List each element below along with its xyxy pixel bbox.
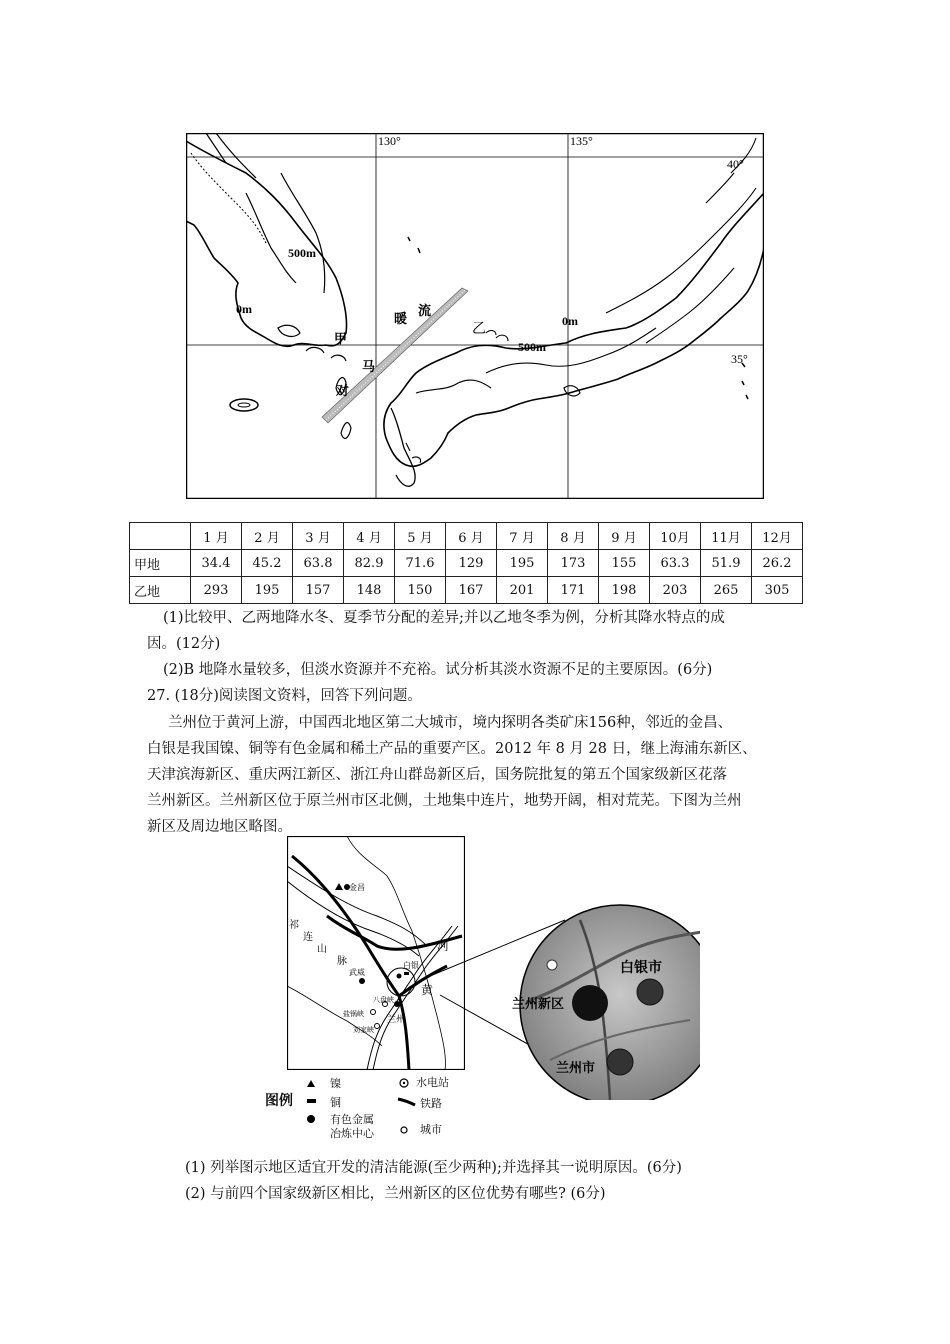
table-cell: 167 [446,577,497,604]
legend-label-nickel: 镍 [330,1077,341,1090]
legend-label-railway: 铁路 [420,1097,442,1110]
circle-dot-icon [371,1010,376,1015]
legend-label-nonferrous: 有色金属 [330,1113,374,1126]
label-dui: 对 [336,383,350,398]
table-cell: 195 [242,577,293,604]
header-month: 2 月 [242,523,293,550]
q27-question1: (1) 列举图示地区适宜开发的清洁能源(至少两种);并选择其一说明原因。(6分) [185,1160,682,1176]
q27-passage-line: 白银是我国镍、铜等有色金属和稀土产品的重要产区。2012 年 8 月 28 日，继上海浦东新区、 [147,741,757,757]
table-cell: 63.8 [293,550,344,577]
q26-part1-line1: (1)比较甲、乙两地降水冬、夏季节分配的差异;并以乙地冬季为例，分析其降水特点的成 [163,610,725,626]
filled-circle-icon [637,979,663,1005]
q26-part1-line2: 因。(12分) [147,636,221,652]
label-he: 河 [437,939,450,953]
header-month: 7 月 [497,523,548,550]
label-lanzhou: 兰州 [387,1014,406,1024]
q27-question2: (2) 与前四个国家级新区相比，兰州新区的区位优势有哪些? (6分) [185,1186,606,1202]
legend-label-copper: 铜 [330,1096,341,1109]
table-cell: 150 [395,577,446,604]
q27-passage-line: 兰州新区。兰州新区位于原兰州市区北侧，土地集中连片，地势开阔，相对荒芜。下图为兰州 [147,793,742,809]
circle-dot-icon [375,1024,380,1029]
table-cell: 157 [293,577,344,604]
table-cell: 51.9 [701,550,752,577]
table-cell: 203 [650,577,701,604]
label-liujiaxia: 刘家峡 [353,1026,374,1034]
q27-passage-line: 新区及周边地区略图。 [147,819,292,835]
label-mai: 脉 [337,956,347,967]
label-bapanxia: 八盘峡 [373,996,394,1004]
table-header-row [130,523,803,550]
lat-label-40: 40° [727,157,744,171]
filled-circle-icon [397,974,402,979]
filled-circle-icon [572,985,608,1021]
lat-label-35: 35° [731,352,748,366]
table-cell: 26.2 [752,550,803,577]
legend-label-smelting: 冶炼中心 [330,1127,374,1140]
table-cell: 129 [446,550,497,577]
header-month: 3 月 [293,523,344,550]
header-month: 4 月 [344,523,395,550]
triangle-icon [307,1080,315,1087]
lon-label-135: 135° [570,134,593,148]
precipitation-table [129,522,803,604]
label-huang: 黄 [421,983,434,997]
table-cell: 171 [548,577,599,604]
q27-passage-line: 兰州位于黄河上游，中国西北地区第二大城市，境内探明各类矿床156种，邻近的金昌、 [168,715,733,731]
table-cell: 155 [599,550,650,577]
label-lian: 连 [303,932,313,943]
label-jinchang: 金昌 [349,883,365,892]
rectangle-icon [307,1099,316,1103]
header-month: 9 月 [599,523,650,550]
label-shan: 山 [317,944,327,955]
table-cell: 148 [344,577,395,604]
label-ma: 马 [362,359,376,374]
header-month: 5 月 [395,523,446,550]
table-cell: 173 [548,550,599,577]
table-cell: 201 [497,577,548,604]
contour-500m-japan: 500m [518,340,546,354]
table-cell: 45.2 [242,550,293,577]
table-corner-cell [130,523,191,550]
table-cell: 63.3 [650,550,701,577]
table-cell: 305 [752,577,803,604]
lon-label-130: 130° [378,134,401,148]
filled-circle-icon [607,1049,633,1075]
q27-passage-line: 天津滨海新区、重庆两江新区、浙江舟山群岛新区后，国务院批复的第五个国家级新区花落 [147,767,727,783]
header-month: 12月 [752,523,803,550]
railway-icon [398,1099,415,1105]
legend-label-city: 城市 [420,1123,442,1136]
header-month: 8 月 [548,523,599,550]
label-yanguoxia: 盐锅峡 [343,1010,364,1018]
table-cell: 195 [497,550,548,577]
table-row [130,577,803,604]
table-cell: 82.9 [344,550,395,577]
label-yi: 乙 [472,322,486,337]
label-wuwei: 武威 [349,968,365,977]
header-month: 6 月 [446,523,497,550]
label-qi: 祁 [289,920,299,931]
contour-0m-korea: 0m [236,302,252,316]
table-cell: 34.4 [191,550,242,577]
label-nuan: 暖 [394,311,408,326]
header-month: 11月 [701,523,752,550]
q27-title: 27. (18分)阅读图文资料，回答下列问题。 [147,688,422,704]
label-baiyin: 白银 [403,961,419,970]
legend-title: 图例 [265,1093,293,1109]
table-cell: 265 [701,577,752,604]
zoom-label-lanzhou-city: 兰州市 [556,1060,596,1075]
row-label-yi: 乙地 [130,577,191,604]
japan-korea-map [186,133,764,499]
small-circle-icon [401,1127,407,1133]
label-jia: 甲 [334,331,348,346]
header-month: 10月 [650,523,701,550]
legend-label-hydropower: 水电站 [416,1076,449,1089]
filled-circle-icon [359,978,365,984]
row-label-jia: 甲地 [130,550,191,577]
table-cell: 71.6 [395,550,446,577]
contour-500m-korea: 500m [288,246,316,260]
zoom-label-lanzhou-new: 兰州新区 [512,996,565,1011]
label-liu: 流 [418,303,432,318]
filled-circle-icon [307,1115,315,1123]
header-month: 1 月 [191,523,242,550]
rectangle-icon [404,972,409,975]
q26-part2: (2)B 地降水量较多，但淡水资源并不充裕。试分析其淡水资源不足的主要原因。(6分) [163,662,713,678]
zoom-inset [430,860,700,1100]
table-cell: 198 [599,577,650,604]
contour-0m-japan: 0m [562,314,578,328]
table-cell: 293 [191,577,242,604]
zoom-label-baiyin-city: 白银市 [620,961,662,976]
filled-circle-icon [394,1001,400,1007]
table-row [130,550,803,577]
